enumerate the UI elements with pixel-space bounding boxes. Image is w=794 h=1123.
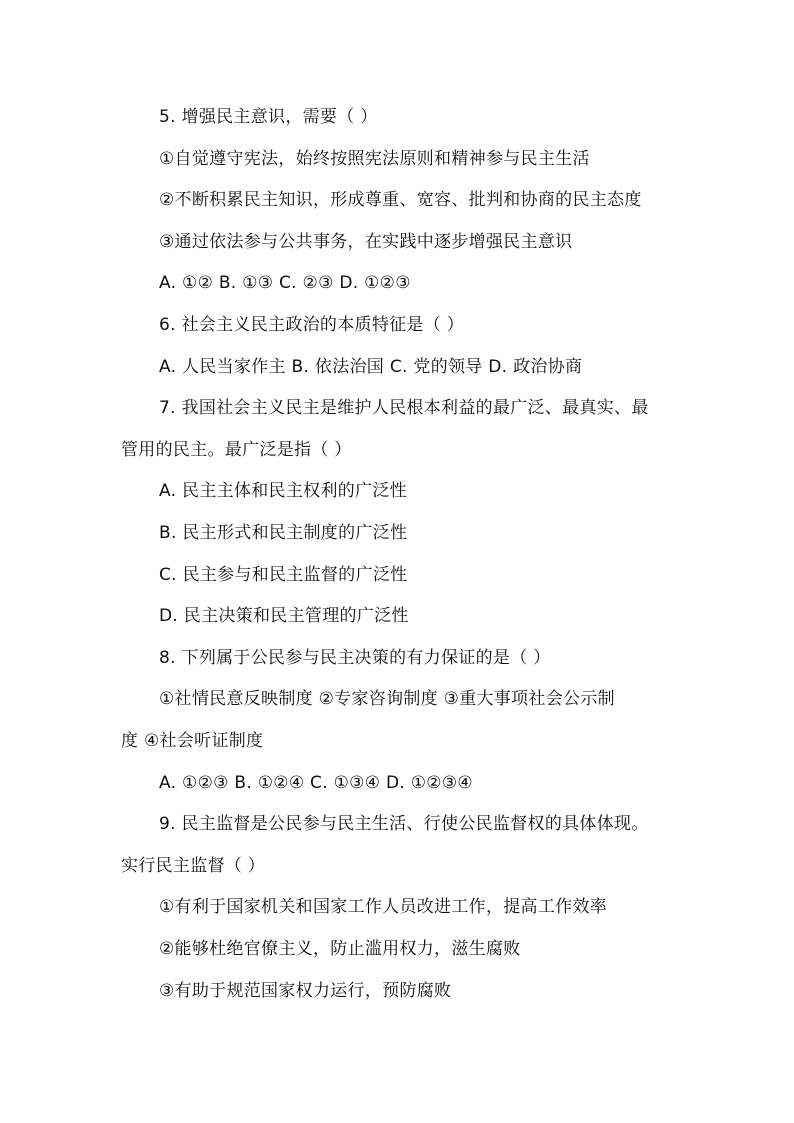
q8-options: A. ①②③ B. ①②④ C. ①③④ D. ①②③④ <box>159 773 473 793</box>
q8-statements: ①社情民意反映制度 ②专家咨询制度 ③重大事项社会公示制 <box>159 689 615 709</box>
q5-options: A. ①② B. ①③ C. ②③ D. ①②③ <box>159 273 411 293</box>
question-7-stem-cont: 管用的民主。最广泛是指（ ） <box>121 440 352 460</box>
question-6-stem: 6. 社会主义民主政治的本质特征是（ ） <box>159 315 465 335</box>
q7-option-d: D. 民主决策和民主管理的广泛性 <box>159 606 409 626</box>
q7-option-a: A. 民主主体和民主权利的广泛性 <box>159 481 407 501</box>
question-8-stem: 8. 下列属于公民参与民主决策的有力保证的是（ ） <box>159 648 551 668</box>
q7-option-c: C. 民主参与和民主监督的广泛性 <box>159 565 408 585</box>
q8-statements-cont: 度 ④社会听证制度 <box>121 731 264 751</box>
question-7-stem: 7. 我国社会主义民主是维护人民根本利益的最广泛、最真实、最 <box>159 398 649 418</box>
question-9-stem: 9. 民主监督是公民参与民主生活、行使公民监督权的具体体现。 <box>159 814 649 834</box>
q7-option-b: B. 民主形式和民主制度的广泛性 <box>159 523 408 543</box>
q5-statement-2: ②不断积累民主知识，形成尊重、宽容、批判和协商的民主态度 <box>159 190 642 210</box>
q9-statement-1: ①有利于国家机关和国家工作人员改进工作，提高工作效率 <box>159 897 608 917</box>
q6-options: A. 人民当家作主 B. 依法治国 C. 党的领导 D. 政治协商 <box>159 357 583 377</box>
q9-statement-3: ③有助于规范国家权力运行，预防腐败 <box>159 981 452 1001</box>
q9-statement-2: ②能够杜绝官僚主义，防止滥用权力，滋生腐败 <box>159 939 521 959</box>
q5-statement-3: ③通过依法参与公共事务，在实践中逐步增强民主意识 <box>159 232 573 252</box>
question-5-stem: 5. 增强民主意识，需要（ ） <box>159 107 378 127</box>
question-9-stem-cont: 实行民主监督（ ） <box>121 856 266 876</box>
q5-statement-1: ①自觉遵守宪法，始终按照宪法原则和精神参与民主生活 <box>159 149 590 169</box>
